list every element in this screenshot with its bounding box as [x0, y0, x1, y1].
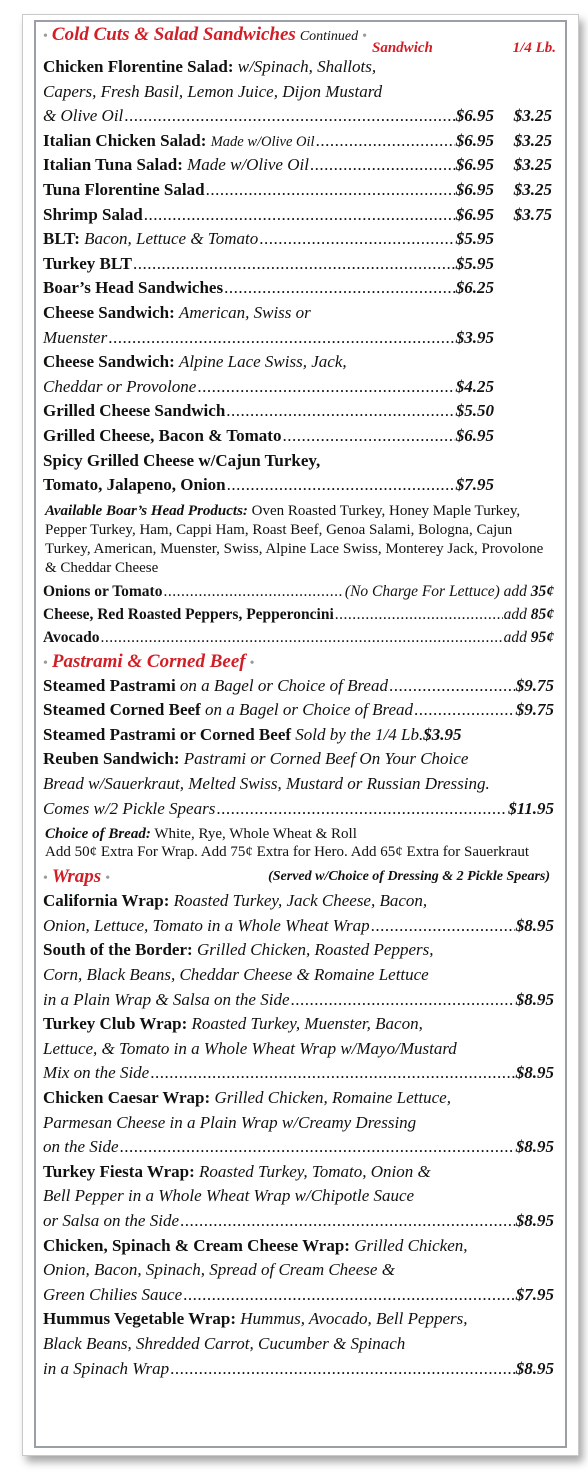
item-description: Green Chilies Sauce: [43, 1284, 183, 1304]
item-description: Parmesan Cheese in a Plain Wrap w/Creamy Dressing: [43, 1112, 417, 1132]
item-price: $7.95: [515, 1284, 554, 1304]
item-description: Black Beans, Shredded Carrot, Cucumber & Spinach: [43, 1333, 406, 1353]
bullet-icon: •: [249, 655, 255, 671]
menu-item: [43, 747, 554, 821]
item-price: $6.95: [455, 155, 494, 175]
item-description: on a Bagel or Choice of Bread: [179, 675, 388, 695]
item-description: Grilled Chicken, Roasted Peppers,: [196, 940, 434, 960]
addon-add: add: [503, 605, 527, 623]
menu-item: [43, 1307, 554, 1381]
item-price: $3.95: [455, 327, 494, 347]
item-description: Grilled Chicken, Romaine Lettuce,: [214, 1088, 451, 1107]
item-name: Grilled Cheese Sandwich: [43, 401, 226, 421]
dot-leader: [216, 797, 507, 822]
menu-item: [43, 1234, 554, 1308]
menu-item: [43, 1012, 554, 1086]
item-price: $5.95: [455, 229, 494, 249]
item-description: American, Swiss or: [179, 302, 311, 322]
menu-item: [43, 424, 554, 449]
item-name: South of the Border:: [43, 940, 193, 960]
item-description: or Salsa on the Side: [43, 1210, 179, 1230]
item-price: $11.95: [508, 798, 554, 818]
dot-leader: [170, 1357, 515, 1382]
item-name: Chicken Caesar Wrap:: [43, 1088, 211, 1107]
item-description: Mix on the Side: [43, 1063, 150, 1083]
menu-page: [22, 14, 579, 1456]
dot-leader: [282, 424, 454, 449]
item-name: Turkey Fiesta Wrap:: [43, 1161, 195, 1181]
item-price: $6.95: [455, 425, 494, 445]
dot-leader: [227, 473, 455, 498]
section-note: (Served w/Choice of Dressing & 2 Pickle Spears): [268, 869, 550, 885]
item-price: $8.95: [515, 1210, 554, 1230]
bullet-icon: •: [43, 871, 48, 887]
item-price: $8.95: [515, 915, 554, 935]
section-title: Cold Cuts & Salad Sandwiches: [51, 24, 296, 45]
section-header-wraps: [43, 864, 554, 889]
item-description: Made w/Olive Oil: [187, 155, 309, 175]
menu-item: [43, 178, 554, 203]
item-price: $4.25: [455, 376, 494, 396]
item-description: on a Bagel or Choice of Bread: [204, 700, 414, 720]
item-description: Comes w/2 Pickle Spears: [43, 798, 216, 818]
addon-label: Onions or Tomato: [43, 582, 163, 600]
item-description: & Olive Oil: [43, 106, 124, 126]
dot-leader: [108, 326, 455, 351]
bullet-icon: •: [105, 871, 111, 887]
item-price: $5.95: [455, 253, 494, 273]
menu-item: [43, 276, 554, 301]
item-price: $8.95: [515, 989, 554, 1009]
menu-item: [43, 350, 554, 399]
item-description: Onion, Bacon, Spinach, Spread of Cream Cheese &: [43, 1260, 395, 1280]
choice-of-bread: [45, 826, 554, 861]
section-title: Pastrami & Corned Beef: [51, 650, 246, 672]
dot-leader: [206, 178, 455, 203]
item-name: California Wrap:: [43, 891, 170, 911]
item-name: Boar’s Head Sandwiches: [43, 278, 224, 298]
item-price: $5.50: [455, 401, 494, 421]
item-price: $8.95: [515, 1137, 554, 1157]
addon-note: (No Charge For Lettuce): [344, 582, 500, 600]
section-note: Continued: [299, 29, 359, 44]
item-price: $6.95: [455, 130, 494, 150]
item-name: Cheese Sandwich:: [43, 352, 175, 372]
item-price: $7.95: [455, 475, 494, 495]
dot-leader: [224, 276, 455, 301]
menu-item: [43, 674, 554, 699]
item-name: Shrimp Salad: [43, 204, 143, 224]
item-description: Capers, Fresh Basil, Lemon Juice, Dijon Mustard: [43, 81, 383, 101]
item-name: Tuna Florentine Salad: [43, 179, 205, 199]
dot-leader: [183, 1283, 515, 1308]
menu-item: [43, 399, 554, 424]
item-description: Cheddar or Provolone: [43, 376, 197, 396]
addon-label: Cheese, Red Roasted Peppers, Pepperoncini: [43, 605, 334, 623]
item-description: Onion, Lettuce, Tomato in a Whole Wheat Wrap: [43, 915, 370, 935]
column-header-quarter-lb: 1/4 Lb.: [512, 40, 556, 56]
dot-leader: [144, 203, 455, 228]
item-price: $3.95: [423, 724, 462, 744]
item-description: Bread w/Sauerkraut, Melted Swiss, Mustard or Russian Dressing.: [43, 774, 490, 794]
column-header-sandwich: Sandwich: [372, 40, 433, 56]
menu-item: [43, 1086, 554, 1160]
dot-leader: [389, 674, 515, 699]
addon-price: 35¢: [530, 582, 554, 600]
dot-leader: [163, 580, 343, 603]
menu-item: [43, 227, 554, 252]
item-name: Hummus Vegetable Wrap:: [43, 1309, 237, 1329]
item-description: Grilled Chicken,: [354, 1235, 468, 1255]
item-price-quarter-lb: $3.25: [513, 155, 552, 175]
dot-leader: [226, 399, 454, 424]
dot-leader: [133, 252, 455, 277]
available-heading: Available Boar’s Head Products:: [45, 502, 248, 519]
section-title: Wraps: [51, 866, 102, 888]
addon-row: [43, 580, 554, 603]
item-price: $8.95: [515, 1063, 554, 1083]
menu-item: [43, 129, 554, 154]
item-description: in a Plain Wrap & Salsa on the Side: [43, 989, 290, 1009]
menu-item: [43, 938, 554, 1012]
item-name: Italian Chicken Salad:: [43, 130, 207, 150]
item-name: Turkey Club Wrap:: [43, 1014, 188, 1034]
item-price-quarter-lb: $3.25: [513, 106, 552, 126]
menu-item: [43, 698, 554, 723]
item-price-quarter-lb: $3.75: [513, 204, 552, 224]
addon-row: [43, 603, 554, 626]
item-price: $8.95: [515, 1358, 554, 1378]
bullet-icon: •: [43, 655, 48, 671]
item-description: Made w/Olive Oil: [210, 133, 315, 150]
item-price: $9.75: [515, 700, 554, 720]
addon-add: add: [503, 582, 527, 600]
menu-item: [43, 252, 554, 277]
choice-heading: Choice of Bread:: [45, 826, 151, 843]
item-description: Alpine Lace Swiss, Jack,: [179, 352, 347, 372]
menu-item: [43, 723, 554, 748]
dot-leader: [197, 375, 454, 400]
menu-frame: [34, 20, 567, 1448]
addon-add: add: [503, 628, 527, 646]
menu-content: [43, 22, 554, 1381]
dot-leader: [259, 227, 455, 252]
item-price-quarter-lb: $3.25: [513, 179, 552, 199]
item-name: Chicken, Spinach & Cream Cheese Wrap:: [43, 1235, 350, 1255]
dot-leader: [291, 988, 515, 1013]
item-description: Muenster: [43, 327, 108, 347]
dot-leader: [335, 603, 503, 626]
dot-leader: [101, 626, 503, 649]
bullet-icon: •: [43, 29, 48, 44]
addon-price: 85¢: [530, 605, 554, 623]
menu-item: [43, 1160, 554, 1234]
addon-row: [43, 626, 554, 649]
dot-leader: [310, 153, 455, 178]
item-name: Steamed Corned Beef: [43, 700, 201, 720]
item-name: Italian Tuna Salad:: [43, 155, 183, 175]
item-name: Chicken Florentine Salad:: [43, 57, 234, 76]
dot-leader: [124, 104, 454, 129]
item-description: Pastrami or Corned Beef On Your Choice: [183, 749, 469, 769]
item-description: Corn, Black Beans, Cheddar Cheese & Romaine Lettuce: [43, 965, 429, 985]
section-header-pastrami: [43, 649, 554, 674]
dot-leader: [150, 1061, 515, 1086]
item-description: Hummus, Avocado, Bell Peppers,: [240, 1309, 468, 1329]
menu-item: [43, 153, 554, 178]
item-price-quarter-lb: $3.25: [513, 130, 552, 150]
item-name: Steamed Pastrami or Corned Beef: [43, 724, 292, 744]
bullet-icon: •: [362, 29, 368, 44]
menu-item: [43, 203, 554, 228]
item-name: Cheese Sandwich:: [43, 302, 175, 322]
item-price: $6.95: [455, 179, 494, 199]
price-column-headers: [43, 41, 554, 55]
item-description: w/Spinach, Shallots,: [237, 57, 377, 76]
choice-text: White, Rye, Whole Wheat & Roll: [154, 826, 357, 843]
item-price: $6.95: [455, 204, 494, 224]
item-description: Bell Pepper in a Whole Wheat Wrap w/Chipotle Sauce: [43, 1186, 415, 1206]
menu-item: [43, 55, 554, 129]
menu-item: [43, 889, 554, 938]
item-name: Spicy Grilled Cheese w/Cajun Turkey,: [43, 450, 321, 470]
available-text: Oven Roasted Turkey, Honey Maple Turkey, Pepper Turkey, Ham, Cappi Ham, Roast Beef, Genoa Salami, Bologna, Cajun Turkey, American, Muenster, Swiss, Alpine Lace Swiss, Monterey Jack, Provolone & Cheddar Cheese: [45, 502, 544, 576]
item-description: Bacon, Lettuce & Tomato: [84, 229, 259, 249]
available-products: [45, 502, 554, 578]
item-name: BLT:: [43, 229, 80, 249]
item-description: Roasted Turkey, Muenster, Bacon,: [191, 1014, 423, 1034]
item-description: on the Side: [43, 1137, 119, 1157]
menu-item: [43, 449, 554, 498]
item-name: Tomato, Jalapeno, Onion: [43, 475, 226, 495]
addon-price: 95¢: [530, 628, 554, 646]
choice-extra: Add 50¢ Extra For Wrap. Add 75¢ Extra for Hero. Add 65¢ Extra for Sauerkraut: [45, 843, 530, 860]
item-description: Roasted Turkey, Tomato, Onion &: [199, 1161, 431, 1181]
item-name: Turkey BLT: [43, 253, 132, 273]
item-description: Lettuce, & Tomato in a Whole Wheat Wrap w/Mayo/Mustard: [43, 1038, 457, 1058]
dot-leader: [316, 129, 455, 154]
item-name: Reuben Sandwich:: [43, 749, 180, 769]
item-name: Grilled Cheese, Bacon & Tomato: [43, 425, 282, 445]
dot-leader: [371, 914, 515, 939]
dot-leader: [120, 1135, 515, 1160]
menu-item: [43, 301, 554, 350]
item-description: Sold by the 1/4 Lb.: [295, 724, 424, 744]
item-description: Roasted Turkey, Jack Cheese, Bacon,: [173, 891, 428, 911]
dot-leader: [414, 698, 515, 723]
item-description: in a Spinach Wrap: [43, 1358, 170, 1378]
item-name: Steamed Pastrami: [43, 675, 176, 695]
addon-label: Avocado: [43, 628, 100, 646]
item-price: $6.95: [455, 106, 494, 126]
item-price: $9.75: [515, 675, 554, 695]
item-price: $6.25: [455, 278, 494, 298]
dot-leader: [180, 1209, 515, 1234]
